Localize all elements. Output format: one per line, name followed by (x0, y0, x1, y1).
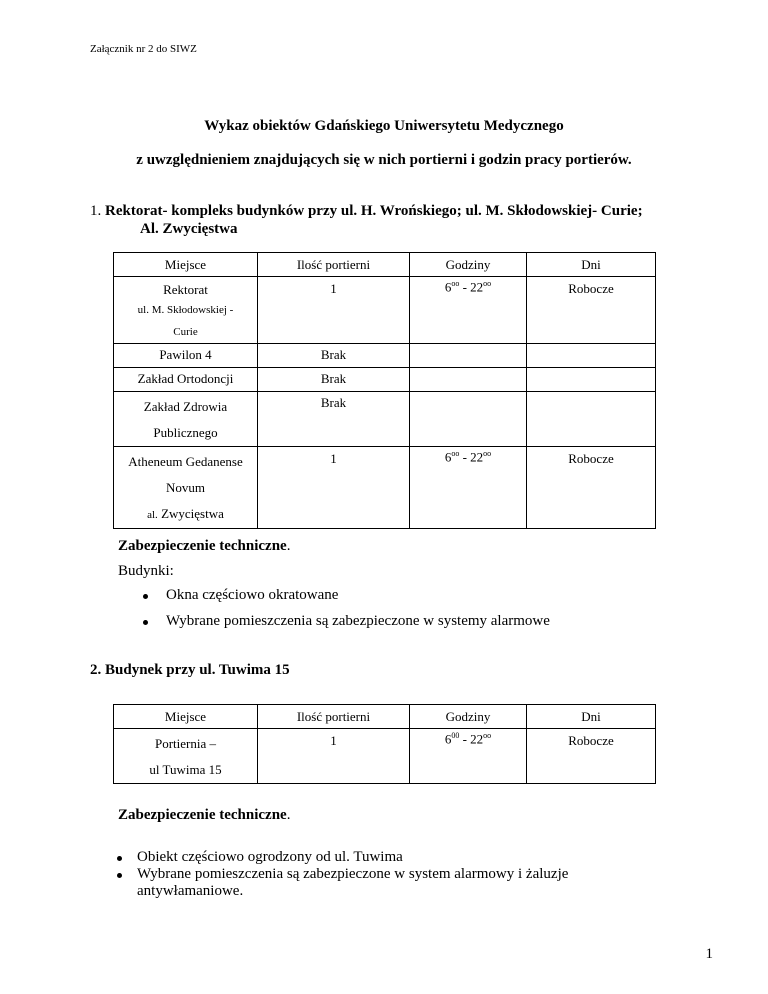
hours-sep: - (459, 279, 471, 295)
place-cell (114, 729, 258, 784)
col-header-place: Miejsce (114, 705, 258, 729)
bullet-text: Okna częściowo okratowane (166, 587, 339, 603)
table-row (114, 277, 656, 344)
place-cell (114, 392, 258, 447)
hours-from: 6 (444, 731, 452, 747)
col-header-days: Dni (527, 253, 656, 277)
list-item-continuation (137, 883, 568, 900)
count-cell: Brak (258, 368, 410, 392)
hours-to-sup: oo (483, 279, 492, 288)
table-row (114, 344, 656, 368)
hours-cell (410, 729, 527, 784)
section2-table (113, 704, 656, 784)
place-street (114, 501, 257, 528)
hours-to: 22 (470, 731, 484, 747)
hours-sep: - (459, 731, 471, 747)
col-header-hours: Godziny (410, 705, 527, 729)
place-cell: Pawilon 4 (114, 344, 258, 368)
count-cell: 1 (258, 277, 410, 344)
bullet-text: antywłamaniowe. (137, 883, 244, 899)
place-name-cont: Novum (166, 480, 205, 495)
section2-bullet-list (137, 849, 568, 900)
security-heading-text: Zabezpieczenie techniczne (118, 807, 287, 823)
hours-cell (410, 344, 527, 368)
table-row (114, 368, 656, 392)
list-item (166, 587, 550, 613)
security-heading-dot: . (286, 538, 291, 554)
hours-from-sup: 00 (451, 731, 460, 740)
bullet-icon (117, 873, 122, 878)
col-header-count: Ilość portierni (258, 253, 410, 277)
table-row (114, 729, 656, 784)
days-cell: Robocze (527, 277, 656, 344)
hours-to: 22 (470, 449, 484, 465)
bullet-icon (143, 620, 148, 625)
section1-heading-line1: Rektorat- kompleks budynków przy ul. H. Wrońskiego; ul. M. Skłodowskiej- Curie; (105, 203, 643, 219)
hours-from: 6 (444, 449, 452, 465)
hours-to-sup: oo (483, 449, 492, 458)
section1-heading (90, 203, 643, 220)
section1-number: 1. (90, 203, 102, 219)
security-heading-text: Zabezpieczenie techniczne (118, 538, 287, 554)
hours-sep: - (459, 449, 471, 465)
hours-to-sup: oo (483, 731, 492, 740)
list-item (137, 866, 568, 883)
section1-heading-line2: Al. Zwycięstwa (140, 221, 238, 237)
section1-bullet-list (166, 587, 550, 639)
table-header-row (114, 705, 656, 729)
annex-header: Załącznik nr 2 do SIWZ (90, 43, 197, 55)
days-cell (527, 344, 656, 368)
place-street-name: Zwycięstwa (161, 506, 224, 521)
place-address-cont: Curie (173, 326, 198, 338)
place-name: Zakład Zdrowia (143, 399, 228, 414)
col-header-place: Miejsce (114, 253, 258, 277)
days-cell: Robocze (527, 447, 656, 529)
place-cell: Zakład Ortodoncji (114, 368, 258, 392)
table-row (114, 447, 656, 529)
section1-table (113, 252, 656, 529)
days-cell: Robocze (527, 729, 656, 784)
place-name: Portiernia – (154, 736, 216, 751)
list-item (137, 849, 568, 866)
hours-from-sup: oo (451, 279, 460, 288)
hours-from: 6 (444, 279, 452, 295)
place-name-cont: Publicznego (153, 425, 218, 440)
hours-cell (410, 368, 527, 392)
document-title-line1: Wykaz obiektów Gdańskiego Uniwersytetu Medycznego (204, 118, 564, 134)
section1-security-heading (118, 538, 290, 555)
col-header-hours: Godziny (410, 253, 527, 277)
count-cell: 1 (258, 729, 410, 784)
bullet-icon (117, 856, 122, 861)
place-address: ul Tuwima 15 (149, 762, 222, 777)
hours-cell (410, 392, 527, 447)
hours-from-sup: oo (451, 449, 460, 458)
days-cell (527, 392, 656, 447)
table-header-row (114, 253, 656, 277)
place-cell (114, 277, 258, 344)
hours-cell (410, 447, 527, 529)
table-row (114, 392, 656, 447)
bullet-text: Wybrane pomieszczenia są zabezpieczone w system alarmowy i żaluzje (137, 866, 569, 882)
count-cell: Brak (258, 392, 410, 447)
bullet-text: Wybrane pomieszczenia są zabezpieczone w systemy alarmowe (166, 613, 550, 629)
hours-to: 22 (470, 279, 484, 295)
bullet-text: Obiekt częściowo ogrodzony od ul. Tuwima (137, 849, 403, 865)
place-name: Atheneum Gedanense (128, 454, 243, 469)
count-cell: 1 (258, 447, 410, 529)
buildings-label: Budynki: (118, 563, 174, 579)
place-address: ul. M. Skłodowskiej - (137, 304, 234, 316)
place-name: Rektorat (163, 282, 208, 297)
bullet-icon (143, 594, 148, 599)
document-title-line2: z uwzględnieniem znajdujących się w nich portierni i godzin pracy portierów. (136, 152, 632, 168)
section2-security-heading (118, 807, 290, 824)
page-number: 1 (705, 946, 713, 962)
col-header-count: Ilość portierni (258, 705, 410, 729)
col-header-days: Dni (527, 705, 656, 729)
place-street-prefix: al. (147, 509, 158, 521)
place-cell (114, 447, 258, 529)
hours-cell (410, 277, 527, 344)
days-cell (527, 368, 656, 392)
list-item (166, 613, 550, 639)
section2-heading: 2. Budynek przy ul. Tuwima 15 (90, 662, 290, 678)
count-cell: Brak (258, 344, 410, 368)
security-heading-dot: . (286, 807, 291, 823)
